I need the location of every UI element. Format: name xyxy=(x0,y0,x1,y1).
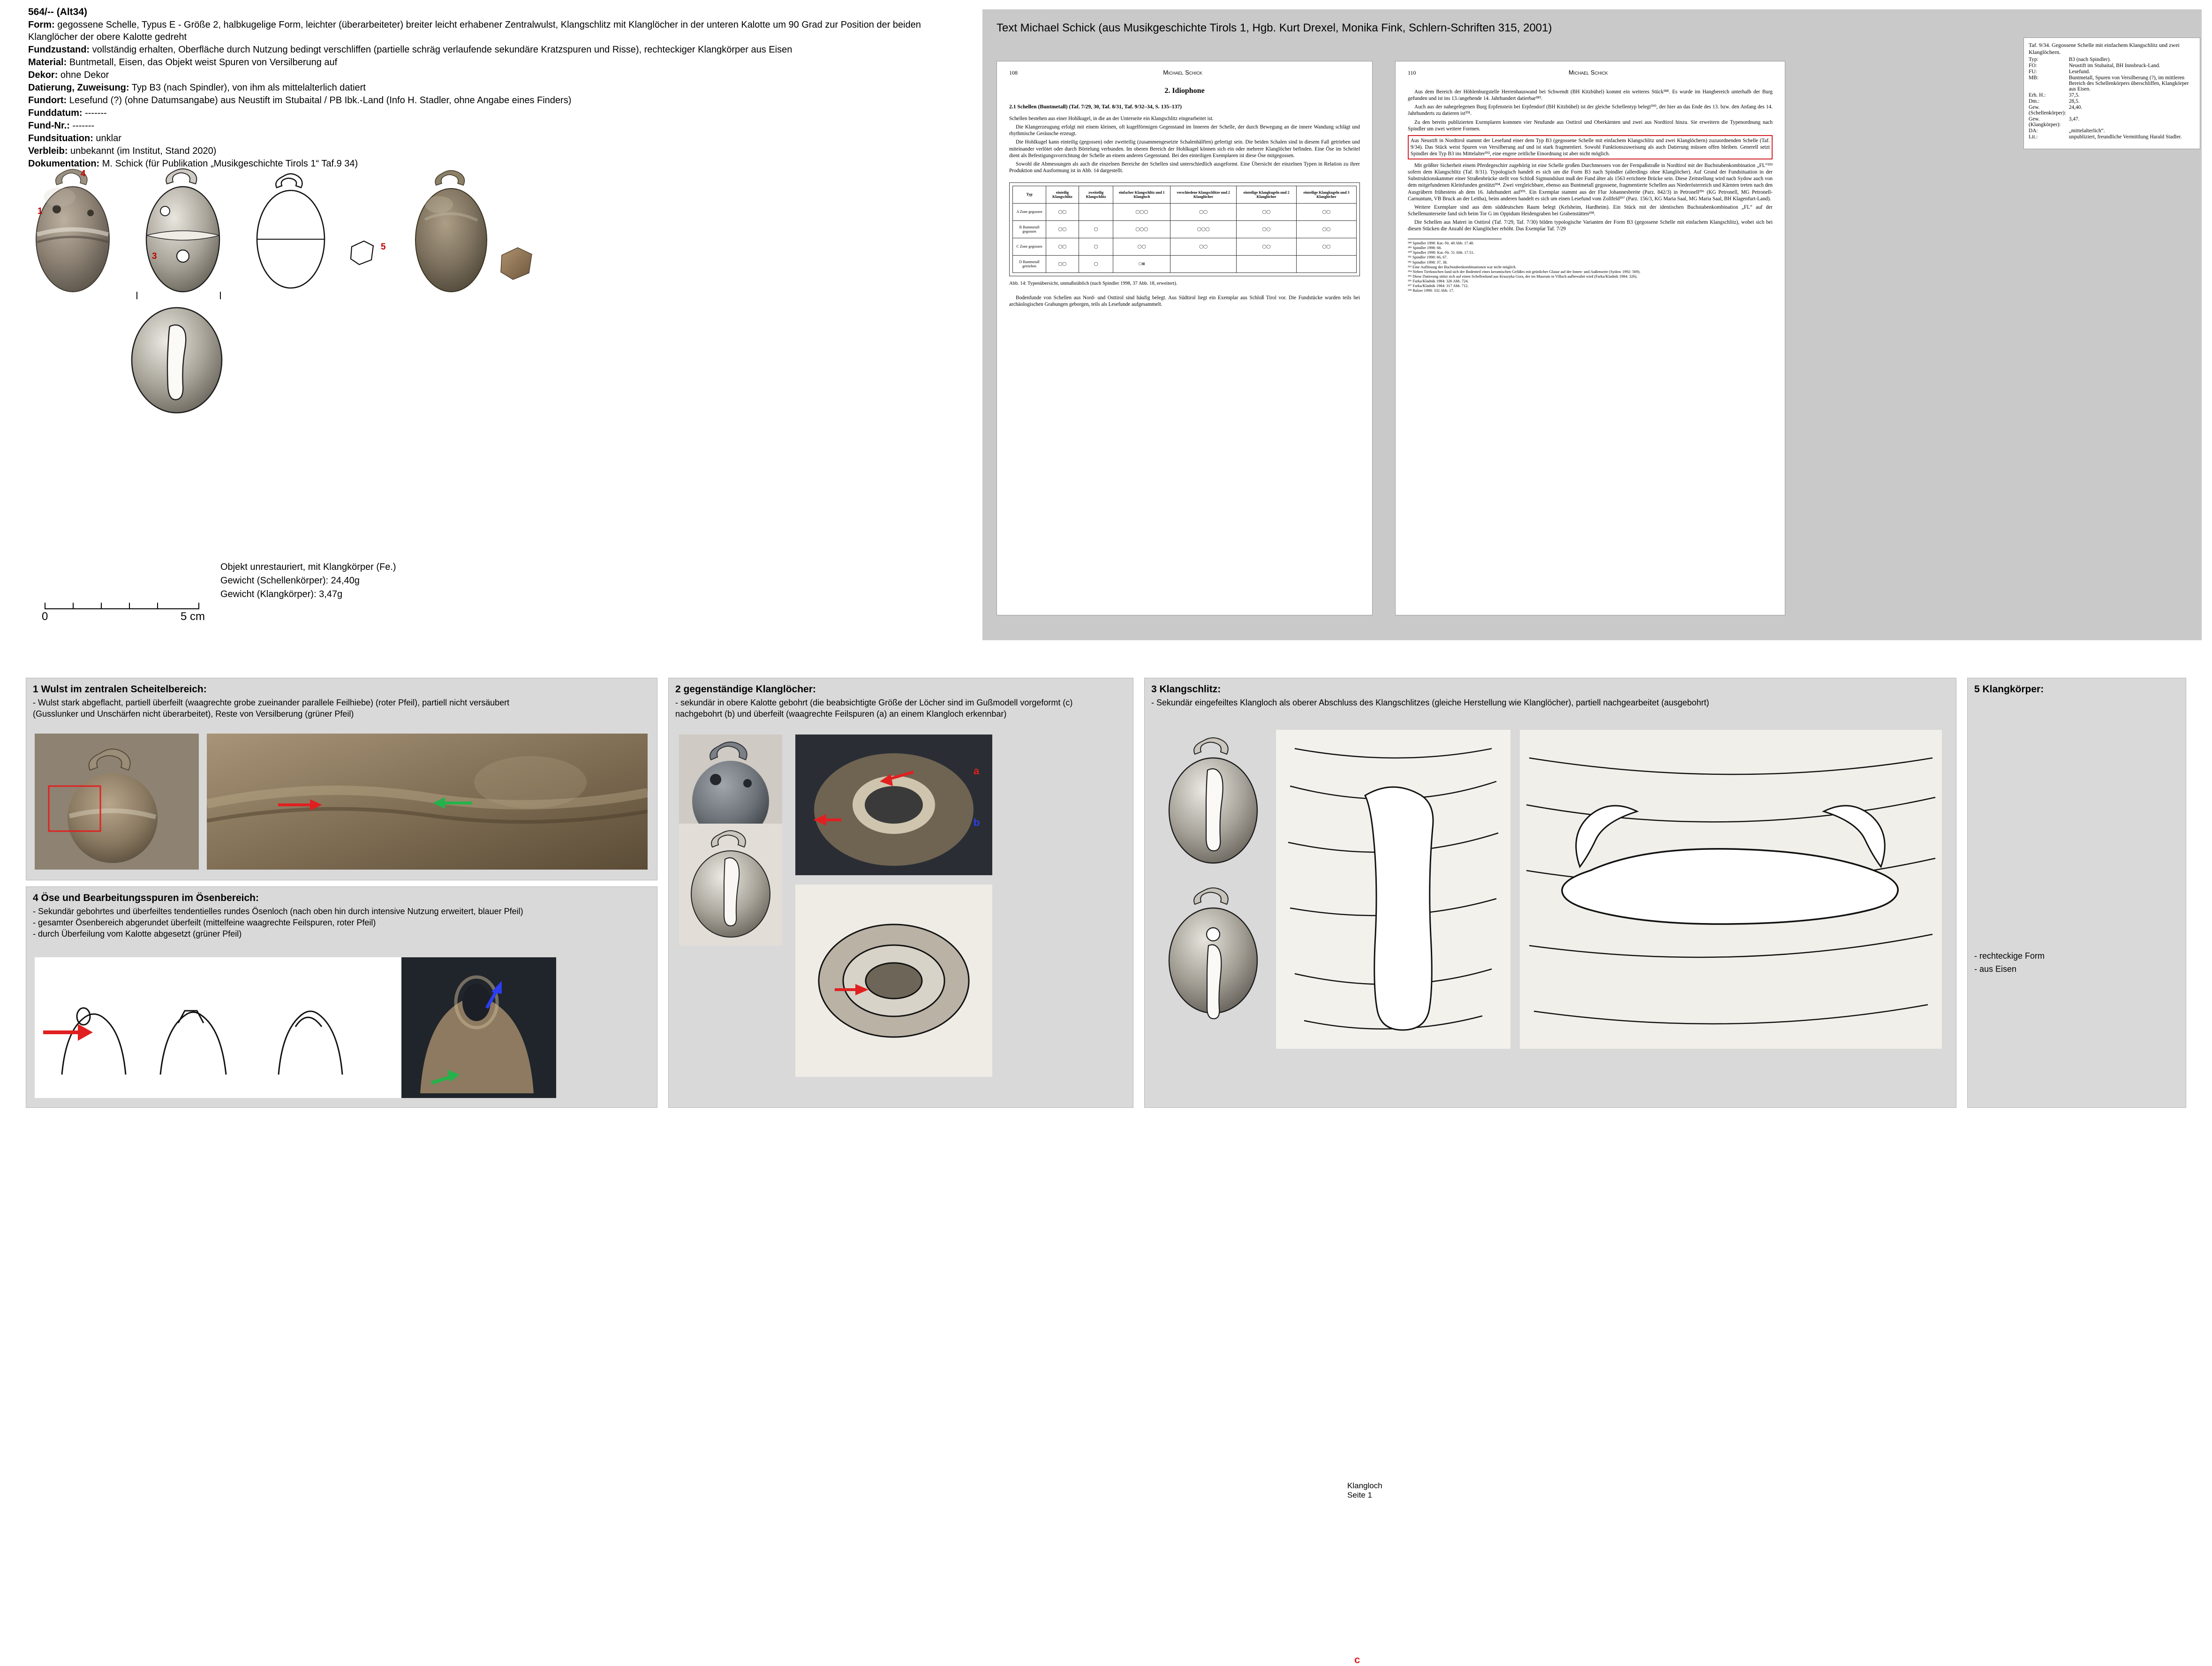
detail4-red-arrow xyxy=(40,1018,97,1049)
field-value: Lesefund (?) (ohne Datumsangabe) aus Neustift im Stubaital / PB Ibk.-Land (Info H. Stadler, ohne Angabe eines Finders) xyxy=(69,95,572,106)
taf-key: Dm.: xyxy=(2029,98,2040,104)
catalogue-field xyxy=(28,56,971,68)
paragraph: Die Schellen aus Matrei in Osttirol (Taf. 7/29, Taf. 7/30) bilden typologische Varianten der Form B3 (gegossene Schelle mit einfachem Klangschlitz), wobei sich bei diesen Stücken die Anzahl der Klanglöcher erhöht. Das Exemplar Taf. 7/29 xyxy=(1408,219,1773,232)
catalogue-field xyxy=(28,69,971,81)
section-ticks xyxy=(134,291,223,303)
catalogue-block xyxy=(0,0,982,645)
taf-key: Erh. H.: xyxy=(2029,92,2046,98)
footnote: ³⁹⁴ Neben Tierknochen fand sich der Bodenteil eines keramischen Gefäßes mit grünlicher Glasur auf der Innen- und Außenseite (Sydow 1992: 569). xyxy=(1408,269,1641,274)
taf-key: MB: xyxy=(2029,75,2038,81)
field-label: Form: xyxy=(28,20,55,30)
th: verschiedene Klangschlitze und 2 Klanglöcher xyxy=(1170,186,1237,203)
weight-body: Gewicht (Schellenkörper): 24,40g xyxy=(220,576,360,586)
taf-key: Typ: xyxy=(2029,57,2038,62)
catalogue-text xyxy=(28,6,971,170)
th: einteilige Klangkugeln und 3 Klanglöcher xyxy=(1297,186,1357,203)
weights-block xyxy=(220,560,396,601)
bell-outline-profile xyxy=(249,168,333,302)
taf-key: Gew. (Schellenkörper): xyxy=(2029,105,2066,116)
detail-line: - Sekundär gebohrtes und überfeiltes tendentielles rundes Ösenloch (nach oben hin durch intensive Nutzung erweitert, blauer Pfeil) xyxy=(33,907,523,916)
field-value: unbekannt (im Institut, Stand 2020) xyxy=(70,146,217,157)
paragraph: Aus dem Bereich der Höhlenburgstelle Herrenhauswand bei Schwendt (BH Kitzbühel) kommt ein weiteres Stück³⁸⁸. Es wurde im Hangbereich unterhalb der Burg gefunden und ist ins 13./angehende 14. Jahrhundert datierbar³⁸⁹. xyxy=(1408,89,1773,102)
callout-5: 5 xyxy=(381,242,386,252)
field-value: Buntmetall, Eisen, das Objekt weist Spuren von Versilberung auf xyxy=(69,57,338,68)
highlighted-passage: Aus Neustift in Nordtirol stammt der Lesefund einer dem Typ B3 (gegossene Schelle mit einfachem Klangschlitz und zwei Klanglöchern) zuzuordnenden Schelle (Taf. 9/34). Das Stück weist Spuren von Versilberung auf und ist stark fragmentiert. Sowohl Funktionszuweisung als auch Datierung müssen offen bleiben. Generell setzt Spindler den Typ B3 ins Mittelalter³⁹², eine engere zeitliche Einordnung ist aber nicht möglich. xyxy=(1408,135,1773,159)
taf-key: FU: xyxy=(2029,69,2037,75)
taf-value: 28,5. xyxy=(2069,98,2080,104)
paragraph: Die Klangerzeugung erfolgt mit einem kleinen, oft kugelförmigen Gegenstand im Inneren der Schelle, der durch Bewegung an die innere Wandung schlägt und rhythmische Geräusche erzeugt. xyxy=(1009,124,1360,137)
td-row-label: D Buntmetall getrieben xyxy=(1013,255,1046,273)
book-page-110 xyxy=(1395,61,1785,615)
field-label: Fundzustand: xyxy=(28,45,90,55)
footnote: ³⁹¹ Spindler 1998: 66, 67. xyxy=(1408,255,1448,260)
catalogue-field xyxy=(28,120,971,132)
detail-title: 1 Wulst im zentralen Scheitelbereich: xyxy=(33,684,207,695)
detail2-sub-label: Klangloch Seite 1 xyxy=(1347,1481,1382,1499)
detail-box-3 xyxy=(1144,678,1956,1108)
running-head: Michael Schick xyxy=(1568,69,1608,76)
book-scan-panel xyxy=(982,9,2202,640)
detail-line: nachgebohrt (b) und überfeilt (waagrechte Feilspuren (a) an einem Klangloch erkennbar) xyxy=(675,709,1007,719)
callout-4: 4 xyxy=(81,169,86,179)
field-value: unklar xyxy=(96,133,121,144)
td-row-label: C Zone gegossen xyxy=(1013,238,1046,255)
taf-value: unpubliziert, freundliche Vermittlung Harald Stadler. xyxy=(2069,134,2182,140)
field-value: vollständig erhalten, Oberfläche durch Nutzung bedingt verschliffen (partielle schräg verlaufende sekundäre Kratzspuren und Risse), rechteckiger Klangkörper aus Eisen xyxy=(92,45,793,55)
th: einteilige Klangkugeln und 2 Klanglöcher xyxy=(1237,186,1297,203)
footnote: ³⁹⁵ Diese Datierung stützt sich auf einen Schellenfund aus Kruszyka Gora, der im Museum in Villach aufbewahrt wird (Farka/Kladnik 1984: 326). xyxy=(1408,274,1638,279)
section-subheading: 2.1 Schellen (Buntmetall) (Taf. 7/29, 30, Taf. 8/31, Taf. 9/32–34, S. 135–137) xyxy=(1009,104,1182,110)
type-overview-table: Typ einteilig Klangschlitz zweiteilig Klangschlitz einfacher Klangschlitz und 1 Klangloch verschiedene Klangschlitze und 2 Klanglöcher einteilige Klangkugeln und 2 Klanglöcher einteilige Klangkugeln und 3 Klanglöcher A Zone gegossen ◯◯ ◯◯◯ ◯◯ ◯◯ ◯◯ B Buntmetall gegossen ◯◯ ◯ ◯◯◯ ◯◯◯ ◯◯ ◯◯ C Zone gegossen ◯◯ ◯ ◯◯ ◯◯ ◯◯ ◯◯ D Buntmetall getrieben ◯◯ ◯ ⬡⊠ xyxy=(1012,186,1357,273)
taf-value: 24,40. xyxy=(2069,105,2083,110)
field-label: Dokumentation: xyxy=(28,159,100,169)
field-value: ------- xyxy=(85,108,107,119)
field-label: Fund-Nr.: xyxy=(28,121,70,131)
paragraph: Weitere Exemplare sind aus dem süddeutschen Raum belegt (Kelsheim, Hardheim). Ein Stück mit der identischen Buchstabenkombination „FL“ auf der Schellenunterseite fand sich beim Tor G im Oppidum Heidengraben bei Grabenstätten³⁹⁸. xyxy=(1408,204,1773,217)
field-label: Fundort: xyxy=(28,95,67,106)
field-label: Funddatum: xyxy=(28,108,83,119)
detail2-marker-a: a xyxy=(974,765,980,777)
clapper-outline xyxy=(348,237,377,268)
weight-clapper: Gewicht (Klangkörper): 3,47g xyxy=(220,589,343,599)
scale-five: 5 cm xyxy=(181,610,205,623)
detail2-contrast-photo xyxy=(795,885,992,1077)
taf-value: 3,47. xyxy=(2069,116,2080,122)
taf-value: Neustift im Stubaital, BH Innsbruck-Land. xyxy=(2069,63,2160,68)
detail-box-1 xyxy=(26,678,657,880)
catalogue-figures xyxy=(0,155,982,645)
footnote: ³⁹⁶ Farka/Kladnik 1984: 326 Abb. 724. xyxy=(1408,279,1469,283)
detail-box-5 xyxy=(1967,678,2186,1108)
field-label: Material: xyxy=(28,57,67,68)
detail-line: - durch Überfeilung vom Kalotte abgesetzt (grüner Pfeil) xyxy=(33,929,242,939)
running-head: Michael Schick xyxy=(1163,69,1202,76)
scale-bar-line xyxy=(45,603,199,609)
object-note: Objekt unrestauriert, mit Klangkörper (Fe.) xyxy=(220,562,396,572)
catalogue-field xyxy=(28,132,971,144)
field-value: ------- xyxy=(72,121,95,131)
taf-value: Buntmetall, Spuren von Versilberung (?), im mittleren Bereich des Schellenkörpers überschliffen, Klangkörper aus Eisen. xyxy=(2069,75,2189,92)
taf-value: „mittelalterlich“. xyxy=(2069,128,2105,134)
catalogue-field xyxy=(28,82,971,94)
bell-drawing-section xyxy=(123,300,231,424)
section-heading: 2. Idiophone xyxy=(1164,87,1205,95)
field-value: ohne Dekor xyxy=(60,70,109,81)
taf-value: Lesefund. xyxy=(2069,69,2090,75)
callout-3: 3 xyxy=(152,251,157,261)
detail3-bell-drawing-top xyxy=(1156,730,1268,873)
detail-title: 4 Öse und Bearbeitungsspuren im Ösenbereich: xyxy=(33,893,259,903)
detail-line: - Wulst stark abgeflacht, partiell überfeilt (waagrechte grobe zueinander parallele Feilhiebe) (roter Pfeil), partiell nicht versäubert xyxy=(33,698,510,707)
scale-zero: 0 xyxy=(42,610,48,623)
footnote: ³⁸⁸ Spindler 1998: Kat.-Nr. 48 Abb. 17.48. xyxy=(1408,241,1474,246)
paragraph: Sowohl die Abmessungen als auch die einzelnen Bereiche der Schellen sind unterschiedlich ausgeformt. Eine Übersicht der einzelnen Typen in Relation zu ihrer Produktion und Ausformung ist in Abb. 14 dargestellt. xyxy=(1009,161,1360,174)
th: Typ xyxy=(1013,186,1046,203)
bell-drawing-front xyxy=(136,164,230,303)
field-label: Dekor: xyxy=(28,70,58,81)
footnote: ³⁹⁰ Spindler 1998: Kat.-Nr. 51 Abb. 17.51. xyxy=(1408,250,1474,255)
taf-value: 37,5. xyxy=(2069,92,2080,98)
bell-photo-side xyxy=(404,164,498,303)
detail1-macro-photo xyxy=(207,734,648,870)
detail-title: 2 gegenständige Klanglöcher: xyxy=(675,684,816,695)
detail2-bell-photo-2 xyxy=(679,824,782,946)
detail-line: (Gusslunker und Unschärfen nicht überarbeitet), Reste von Versilberung (grüner Pfeil) xyxy=(33,709,354,719)
td-row-label: A Zone gegossen xyxy=(1013,203,1046,220)
th: einteilig Klangschlitz xyxy=(1046,186,1079,203)
callout-1: 1 xyxy=(38,206,43,216)
detail-line: - aus Eisen xyxy=(1974,964,2017,974)
paragraph: Die Hohlkugel kann einteilig (gegossen) oder zweiteilig (zusammengesetzte Schalenhälften) gefertigt sein. Die beiden Schalen sind in diesem Fall getrieben und miteinander verlötet oder durch Börtelung verbunden. Im oberen Bereich der Hohlkugel können sich ein oder mehrere Klanglöcher befinden. Eine Öse im Scheitel dient als Befestigungsvorrichtung der Schelle an einem anderen Gegenstand. Bei den einteiligen Exemplaren ist diese Öse mitgegossen. xyxy=(1009,139,1360,159)
detail1-overview-photo xyxy=(35,734,199,870)
footnote: ³⁹⁷ Farka/Kladnik 1984: 317 Abb. 712. xyxy=(1408,283,1469,288)
footnote: ³⁹⁸ Balzer 1998: 332 Abb. 17. xyxy=(1408,288,1454,293)
paragraph: Bodenfunde von Schellen aus Nord- und Osttirol sind häufig belegt. Aus Südtirol liegt ein Exemplar aus Schloß Tirol vor. Die Fundstücke wurden teils bei archäologischen Grabungen geborgen, teils als Lesefunde aufgesammelt. xyxy=(1009,295,1360,308)
scale-bar xyxy=(42,603,205,623)
detail-line: - sekundär in obere Kalotte gebohrt (die beabsichtigte Größe der Löcher sind im Gußmodell vorgeformt (c) xyxy=(675,698,1073,707)
bell-photo-front xyxy=(26,164,120,303)
catalogue-field xyxy=(28,107,971,119)
scale-bar-labels xyxy=(42,610,205,623)
th: einfacher Klangschlitz und 1 Klangloch xyxy=(1113,186,1170,203)
paragraph: Zu den bereits publizierten Exemplaren kommen vier Neufunde aus Osttirol und Oberkärnten und zwei aus Nordtirol hinzu. Sie erweitern die Typenordnung nach Spindler um zwei weitere Formen. xyxy=(1408,119,1773,132)
paragraph: Auch aus der nahegelegenen Burg Erpfenstein bei Erpfendorf (BH Kitzbühel) ist der gleiche Schellentyp belegt³⁹⁰, der hier an das Ende des 13. bzw. den Anfang des 14. Jahrhunderts zu datieren ist³⁹¹. xyxy=(1408,104,1773,117)
footnote: ³⁹² Spindler 1998: 37, 38. xyxy=(1408,260,1448,265)
detail-line: - gesamter Ösenbereich abgerundet überfeilt (mittelfeine waagrechte Feilspuren, roter Pfeil) xyxy=(33,918,376,928)
taf-key: Gew. (Klangkörper): xyxy=(2029,116,2061,128)
catalogue-field xyxy=(28,44,971,56)
detail3-slit-macro-2 xyxy=(1520,730,1942,1049)
field-label: Verbleib: xyxy=(28,146,68,157)
detail-line: - Sekundär eingefeiltes Klangloch als oberer Abschluss des Klangschlitzes (gleiche Herstellung wie Klanglöcher), partiell nachgearbeitet (ausgebohrt) xyxy=(1151,698,1709,707)
detail2-hole-macro-photo xyxy=(795,735,992,875)
taf-catalogue-card xyxy=(2023,38,2200,149)
field-value: gegossene Schelle, Typus E - Größe 2, halbkugelige Form, leichter (überarbeiteter) breiter leicht erhabener Zentralwulst, Klangschlitz mit Klanglöcher in der unteren Kalotte um 90 Grad zur Position der beiden Klanglöcher der obere Kalotte gedreht xyxy=(28,20,921,43)
detail2-marker-b: b xyxy=(974,817,980,828)
taf-value: B3 (nach Spindler). xyxy=(2069,57,2111,62)
detail4-macro-photo xyxy=(401,957,556,1098)
field-label: Datierung, Zuweisung: xyxy=(28,83,129,93)
td-row-label: B Buntmetall gegossen xyxy=(1013,220,1046,238)
taf-key: Lit.: xyxy=(2029,134,2038,140)
book-page-108 xyxy=(997,61,1373,615)
field-value: M. Schick (für Publikation „Musikgeschichte Tirols 1“ Taf.9 34) xyxy=(102,159,358,169)
detail-title: 3 Klangschlitz: xyxy=(1151,684,1221,695)
field-label: Fundsituation: xyxy=(28,133,93,144)
page-number: 108 xyxy=(1009,69,1018,76)
detail-title: 5 Klangkörper: xyxy=(1974,684,2044,695)
catalogue-field xyxy=(28,94,971,106)
catalogue-field xyxy=(28,19,971,43)
field-value: Typ B3 (nach Spindler), von ihm als mittelalterlich datiert xyxy=(131,83,366,93)
figure-caption: Abb. 14: Typenübersicht, unmaßstäblich (nach Spindler 1998, 37 Abb. 18, erweitert). xyxy=(1009,280,1178,286)
detail-box-4 xyxy=(26,886,657,1108)
detail3-bell-drawing-bottom xyxy=(1156,880,1268,1023)
page-number: 110 xyxy=(1408,69,1416,76)
book-panel-title: Text Michael Schick (aus Musikgeschichte Tirols 1, Hgb. Kurt Drexel, Monika Fink, Schlern-Schriften 315, 2001) xyxy=(997,22,1552,34)
paragraph: Mit größter Sicherheit einem Pferdegeschirr zugehörig ist eine Schelle großen Durchmessers von der Fernpaßstraße in Nordtirol mit der Buchstabenkombination „FL“³⁹³ sofern dem Klangschlitz (Taf. 8/31). Typologisch handelt es sich um die Form B3 nach Spindler (allerdings ohne Klanglöcher). Auf Grund der Fundsituation in der Substruktionskammer einer Straßenbrücke stellt von Schloß Sigmundslust muß der Fund älter als 1563 errichtete Brücke sein. Diese Zeitstellung wird nach Sydow auch von dem mitgefundenen Kleinfunden gestützt³⁹⁴. Zwei vergleichbare, ebenso aus Buntmetall gegossene, fragmentierte Schellen aus Niederösterreich und Kärnten treten nach den Ausgräbern frühestens ab dem 16. Jahrhundert auf³⁹⁵. Ein Exemplar stammt aus der Flur Johannesbreite (Parz. 842/3) in Petronell³⁹⁶ (KG Petronell, MG Petronell-Carnuntum, VB Bruck an der Leitha), beim anderen handelt es sich um einen Lesefund vom Zollfeld³⁹⁷ (Parz. 156/3, KG Maria Saal, MG Maria Saal, BH Klagenfurt-Land). xyxy=(1408,163,1773,202)
taf-key: FO: xyxy=(2029,63,2037,68)
footnote: ³⁸⁹ Spindler 1998: 66. xyxy=(1408,246,1442,250)
footnote: ³⁹³ Eine Auflösung der Buchstabenkombinationen war nicht möglich. xyxy=(1408,265,1517,269)
taf-key: DA: xyxy=(2029,128,2038,134)
detail3-slit-macro-1 xyxy=(1276,730,1510,1049)
catalogue-id: 564/-- (Alt34) xyxy=(28,7,88,17)
taf-heading: Taf. 9/34. Gegossene Schelle mit einfachem Klangschlitz und zwei Klanglöchern. xyxy=(2029,42,2180,55)
paragraph: Schellen bestehen aus einer Hohlkugel, in die an der Unterseite ein Klangschlitz eingearbeitet ist. xyxy=(1009,116,1214,122)
detail-line: - rechteckige Form xyxy=(1974,951,2045,961)
th: zweiteilig Klangschlitz xyxy=(1079,186,1113,203)
clapper-photo xyxy=(497,243,539,283)
detail2-marker-c: c xyxy=(1354,1654,1360,1666)
